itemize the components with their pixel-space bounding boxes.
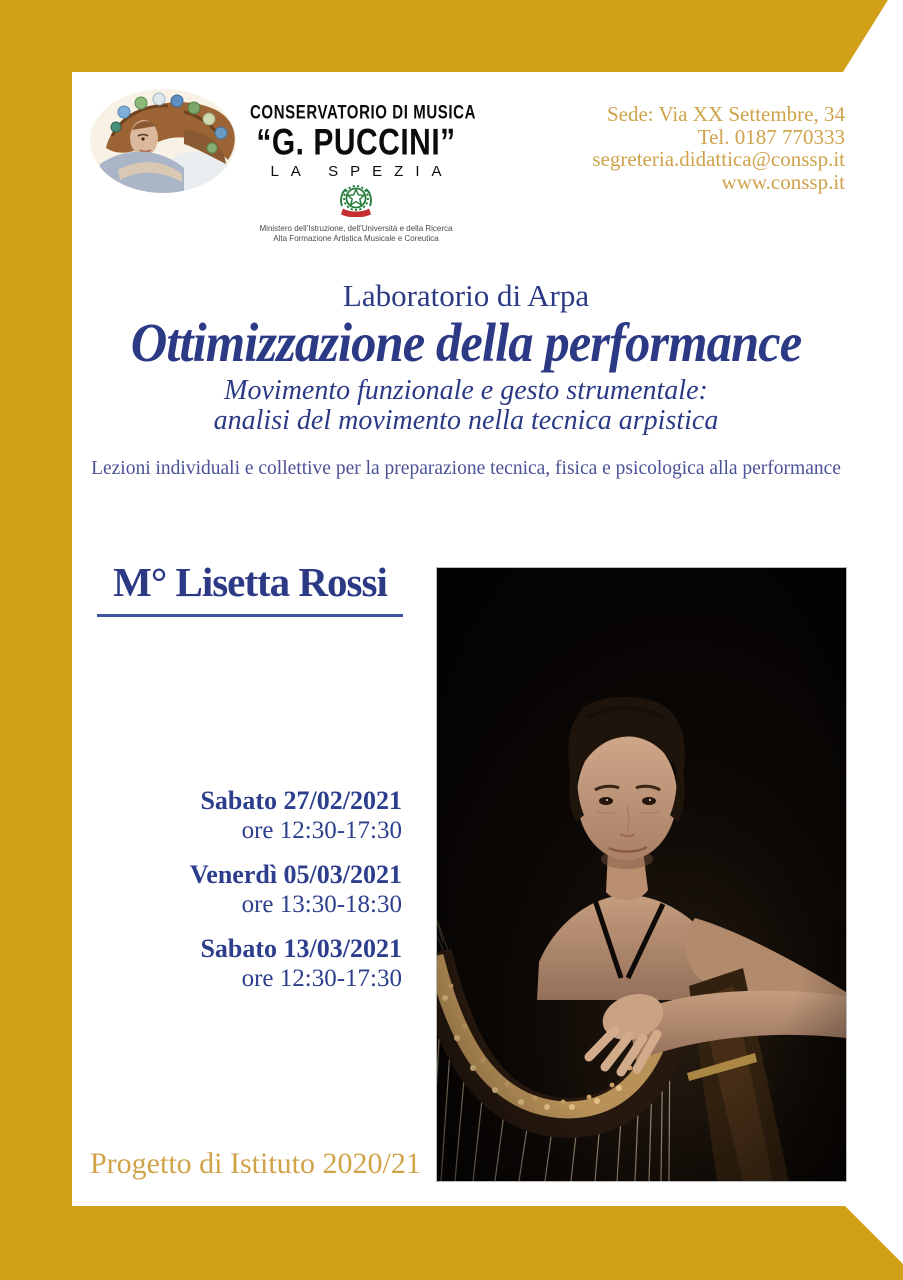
art-nouveau-woman-icon: [88, 86, 238, 196]
schedule-time: ore 12:30-17:30: [241, 965, 402, 992]
ministry-line-2: Alta Formazione Artistica Musicale e Coreutica: [273, 234, 439, 243]
subtitle-line-1: Movimento funzionale e gesto strumentale:: [224, 375, 708, 406]
contact-address: Sede: Via XX Settembre, 34: [606, 102, 845, 126]
italian-republic-emblem-icon: [338, 185, 374, 217]
conservatory-logo: [250, 102, 477, 217]
institution-name: CONSERVATORIO DI MUSICA: [250, 102, 477, 124]
name-underline: [97, 614, 403, 617]
instructor-block: [97, 558, 403, 617]
schedule-date: Sabato 27/02/2021: [200, 786, 402, 815]
instructor-name: M° Lisetta Rossi: [113, 559, 387, 605]
project-label: Progetto di Istituto 2020/21: [90, 1147, 421, 1180]
schedule-time: ore 12:30-17:30: [241, 817, 402, 844]
contact-phone: Tel. 0187 770333: [697, 124, 845, 149]
gold-frame-bottom: [0, 1206, 903, 1280]
schedule-item: [180, 786, 402, 845]
schedule-item: [180, 934, 402, 993]
title-block: [72, 279, 860, 480]
schedule-date: Sabato 13/03/2021: [200, 934, 402, 963]
ministry-line-1: Ministero dell’Istruzione, dell’Università e della Ricerca: [259, 224, 453, 233]
institution-city: LA SPEZIA: [270, 163, 454, 180]
schedule-time: ore 13:30-18:30: [241, 891, 402, 918]
institution-title: “G. PUCCINI”: [256, 123, 456, 164]
workshop-description: Lezioni individuali e collettive per la preparazione tecnica, fisica e psicologica alla performance: [91, 458, 841, 479]
gold-frame-left: [0, 0, 72, 1280]
contact-info: [592, 103, 845, 193]
contact-website[interactable]: www.conssp.it: [721, 169, 845, 194]
schedule-list: [180, 786, 402, 1008]
workshop-kicker: Laboratorio di Arpa: [342, 278, 590, 313]
schedule-date: Venerdì 05/03/2021: [189, 860, 402, 889]
schedule-item: [180, 860, 402, 919]
ministry-caption: [218, 224, 494, 244]
gold-frame-top: [0, 0, 903, 72]
subtitle-line-2: analisi del movimento nella tecnica arpistica: [213, 405, 719, 436]
contact-email[interactable]: segreteria.didattica@conssp.it: [592, 147, 845, 171]
page-title: Ottimizzazione della performance: [130, 312, 802, 373]
portrait-photo: [436, 567, 847, 1182]
